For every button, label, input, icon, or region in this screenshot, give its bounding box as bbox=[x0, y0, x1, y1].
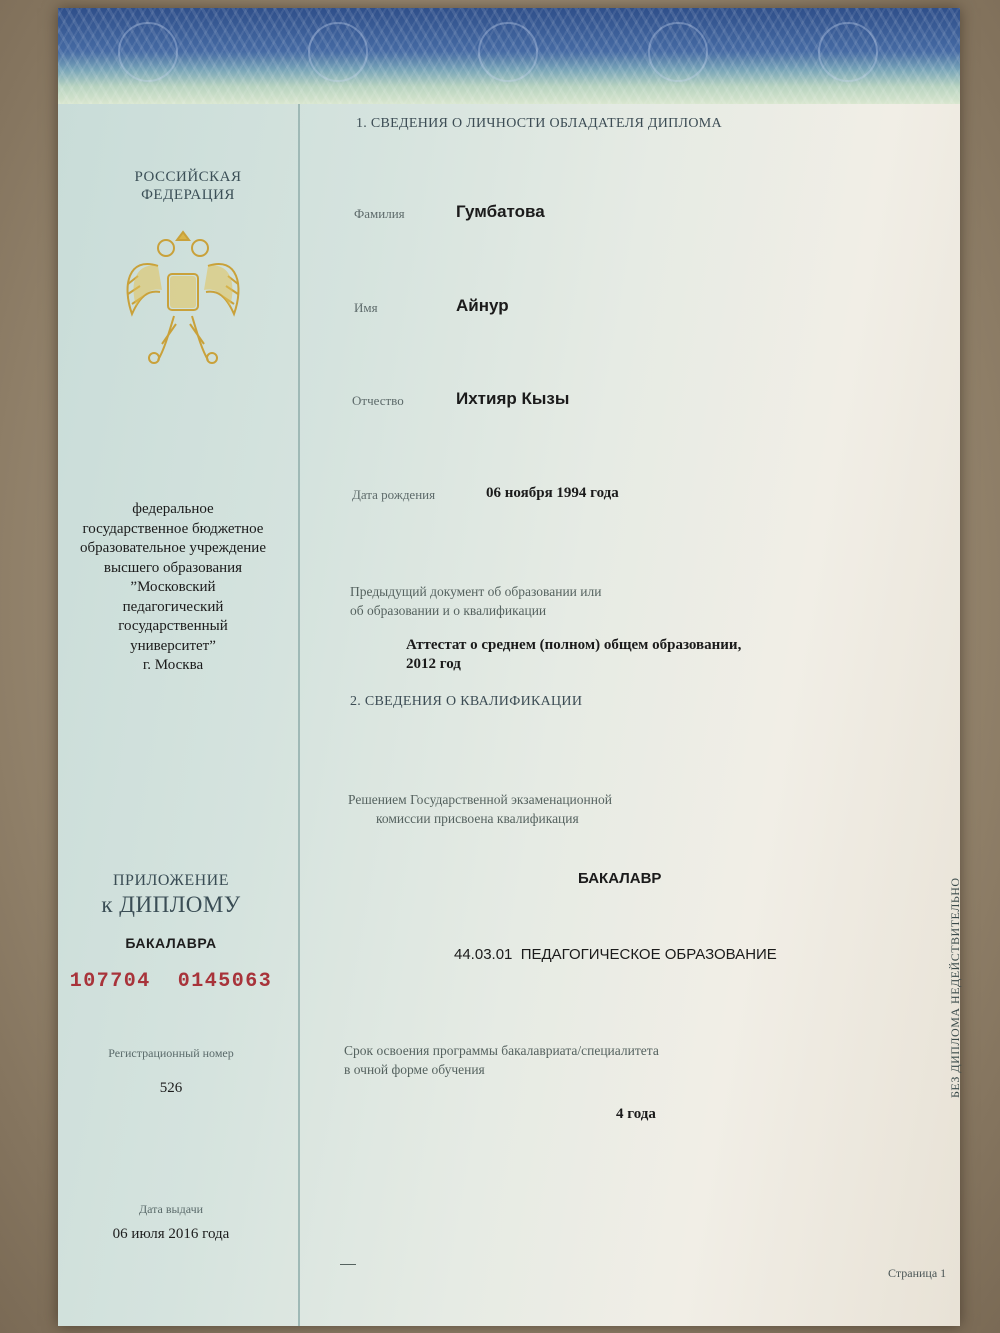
prev-doc-line2: 2012 год bbox=[406, 656, 461, 672]
patronymic-value: Ихтияр Кызы bbox=[456, 389, 570, 408]
term-line1: Срок освоения программы бакалавриата/специалитета bbox=[344, 1043, 659, 1058]
issue-date-value: 06 июля 2016 года bbox=[112, 1226, 230, 1242]
validity-note: БЕЗ ДИПЛОМА НЕДЕЙСТВИТЕЛЬНО bbox=[948, 877, 962, 1098]
surname-label: Фамилия bbox=[354, 206, 405, 221]
appendix-title-line2: к ДИПЛОМУ bbox=[101, 892, 241, 917]
prev-doc-label-line1: Предыдущий документ об образовании или bbox=[350, 584, 602, 599]
registration-number-label: Регистрационный номер bbox=[108, 1046, 234, 1060]
country-title: РОССИЙСКАЯ ФЕДЕРАЦИЯ bbox=[134, 169, 242, 203]
surname-value: Гумбатова bbox=[456, 202, 545, 221]
appendix-title-line3: БАКАЛАВРА bbox=[125, 935, 217, 951]
diploma-page bbox=[58, 8, 960, 1326]
name-label: Имя bbox=[354, 300, 378, 315]
section1-title: 1. СВЕДЕНИЯ О ЛИЧНОСТИ ОБЛАДАТЕЛЯ ДИПЛОМА bbox=[356, 116, 722, 131]
term-line2: в очной форме обучения bbox=[344, 1062, 485, 1077]
separator-dash bbox=[340, 1264, 356, 1265]
issue-date-label: Дата выдачи bbox=[138, 1202, 204, 1216]
decision-line1: Решением Государственной экзаменационной bbox=[348, 792, 612, 807]
patronymic-label: Отчество bbox=[352, 393, 404, 408]
institution-name: федеральное государственное бюджетное образовательное учреждение высшего образования ”Московский педагогический государственный университет” г. Москва bbox=[79, 501, 266, 673]
page-number: Страница 1 bbox=[888, 1266, 947, 1280]
appendix-title-line1: ПРИЛОЖЕНИЕ bbox=[112, 872, 229, 889]
section2-title: 2. СВЕДЕНИЯ О КВАЛИФИКАЦИИ bbox=[350, 694, 583, 709]
name-value: Айнур bbox=[456, 296, 509, 315]
serial-number: 107704 0145063 bbox=[69, 970, 273, 993]
program-value: 44.03.01 ПЕДАГОГИЧЕСКОЕ ОБРАЗОВАНИЕ bbox=[454, 946, 777, 963]
prev-doc-label-line2: об образовании и о квалификации bbox=[350, 603, 547, 618]
decision-line2: комиссии присвоена квалификация bbox=[376, 811, 579, 826]
registration-number-value: 526 bbox=[159, 1080, 183, 1096]
dob-value: 06 ноября 1994 года bbox=[486, 485, 619, 501]
dob-label: Дата рождения bbox=[352, 487, 436, 502]
qualification-value: БАКАЛАВР bbox=[578, 870, 662, 887]
right-panel bbox=[58, 8, 960, 1326]
term-value: 4 года bbox=[616, 1106, 656, 1122]
prev-doc-line1: Аттестат о среднем (полном) общем образовании, bbox=[406, 637, 742, 653]
